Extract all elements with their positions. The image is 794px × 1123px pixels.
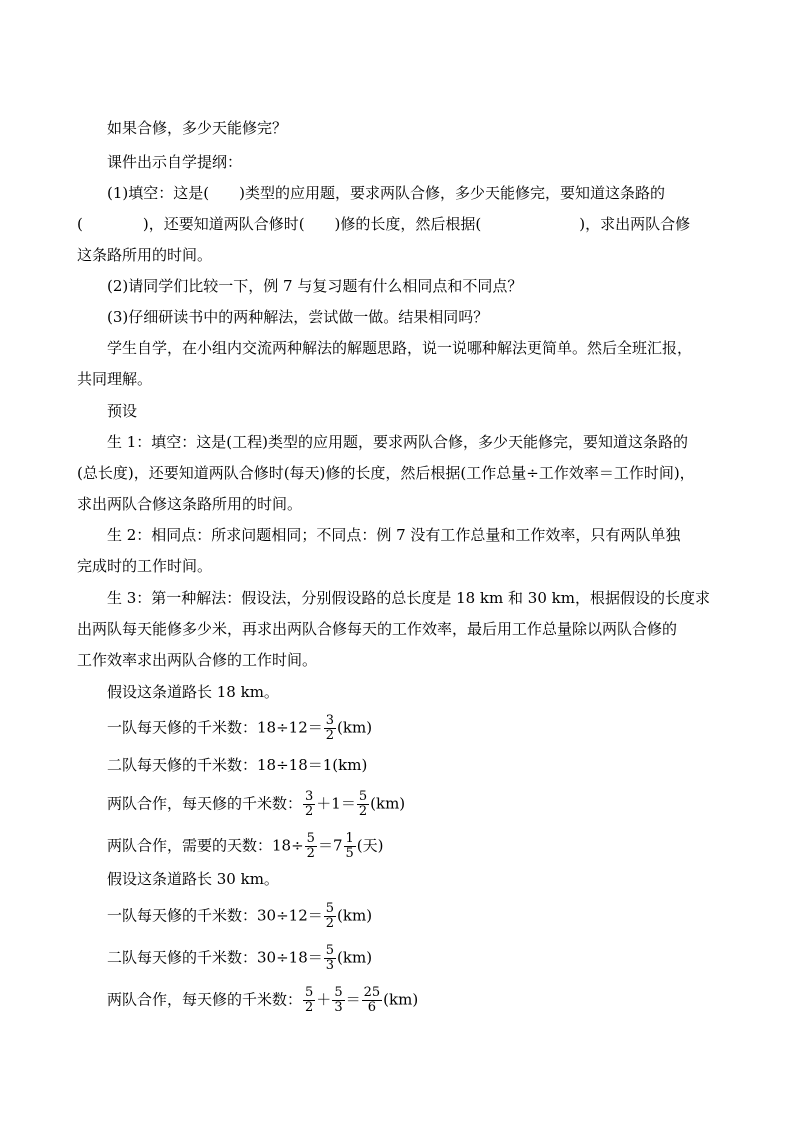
preset-heading: 预设: [107, 402, 138, 420]
outline-item-1-part-a: ( )，还要知道两队合修时( )修的长度，然后根据(: [77, 215, 482, 233]
outline-heading: 课件出示自学提纲：: [107, 153, 243, 171]
fraction: $\frac{5}{2}$: [358, 789, 368, 819]
question-line: 如果合修，多少天能修完？: [107, 119, 288, 137]
fraction: $\frac{3}{2}$: [325, 713, 335, 743]
student-1-answer-cont: (总长度)，还要知道两队合修时(每天)修的长度，然后根据(工作总量÷工作效率＝工作时间)，: [77, 464, 695, 482]
outline-item-1-part-b: )，求出两队合修: [579, 215, 691, 233]
fraction: $\frac{5}{2}$: [306, 831, 315, 861]
self-study-paragraph-end: 共同理解。: [77, 370, 153, 388]
equation-days-18: 两队合作，需要的天数：18÷ $\frac{5}{2}$ ＝7 $\frac{1}{5}$ (天): [107, 831, 384, 861]
outline-item-1: (1)填空：这是( )类型的应用题，要求两队合修，多少天能修完，要知道这条路的: [107, 184, 665, 202]
student-3-answer-cont: 出两队每天能修多少米，再求出两队合修每天的工作效率，最后用工作总量除以两队合修的: [77, 620, 678, 638]
assumption-18km: 假设这条道路长 18 km。: [107, 683, 279, 701]
assumption-30km: 假设这条道路长 30 km。: [107, 870, 279, 888]
student-2-answer: 生 2：相同点：所求问题相同；不同点：例 7 没有工作总量和工作效率，只有两队单独: [107, 526, 681, 544]
outline-item-1-end: 这条路所用的时间。: [77, 246, 213, 264]
self-study-paragraph: 学生自学，在小组内交流两种解法的解题思路，说一说哪种解法更简单。然后全班汇报，: [107, 339, 693, 357]
fraction: $\frac{5}{2}$: [325, 901, 335, 931]
fraction: $\frac{5}{3}$: [334, 985, 343, 1015]
fraction: $\frac{5}{2}$: [305, 985, 314, 1015]
student-1-answer: 生 1：填空：这是(工程)类型的应用题，要求两队合修，多少天能修完，要知道这条路的: [107, 433, 689, 451]
equation-combined-18: 两队合作，每天修的千米数： $\frac{3}{2}$ ＋1＝ $\frac{5}{2}$ (km): [107, 789, 406, 819]
fraction: $\frac{1}{5}$: [345, 831, 354, 861]
equation-team2-18: 二队每天修的千米数：18÷18＝1(km): [107, 756, 368, 774]
fraction: $\frac{5}{3}$: [325, 943, 335, 973]
equation-team1-30: 一队每天修的千米数：30÷12＝ $\frac{5}{2}$ (km): [107, 901, 373, 931]
student-3-answer: 生 3：第一种解法：假设法，分别假设路的总长度是 18 km 和 30 km，根据假设的长度求: [107, 589, 710, 607]
equation-combined-30: 两队合作，每天修的千米数： $\frac{5}{2}$ ＋ $\frac{5}{3}$ ＝ $\frac{25}{6}$ (km): [107, 985, 419, 1015]
student-3-answer-end: 工作效率求出两队合修的工作时间。: [77, 651, 318, 669]
equation-team2-30: 二队每天修的千米数：30÷18＝ $\frac{5}{3}$ (km): [107, 943, 373, 973]
fraction: $\frac{3}{2}$: [305, 789, 314, 819]
outline-item-2: (2)请同学们比较一下，例 7 与复习题有什么相同点和不同点？: [107, 277, 523, 295]
outline-item-3: (3)仔细研读书中的两种解法，尝试做一做。结果相同吗？: [107, 308, 489, 326]
student-1-answer-end: 求出两队合修这条路所用的时间。: [77, 495, 303, 513]
fraction: $\frac{25}{6}$: [363, 985, 381, 1015]
student-2-answer-end: 完成时的工作时间。: [77, 557, 213, 575]
outline-item-1-cont: [77, 214, 717, 234]
equation-team1-18: 一队每天修的千米数：18÷12＝ $\frac{3}{2}$ (km): [107, 713, 373, 743]
